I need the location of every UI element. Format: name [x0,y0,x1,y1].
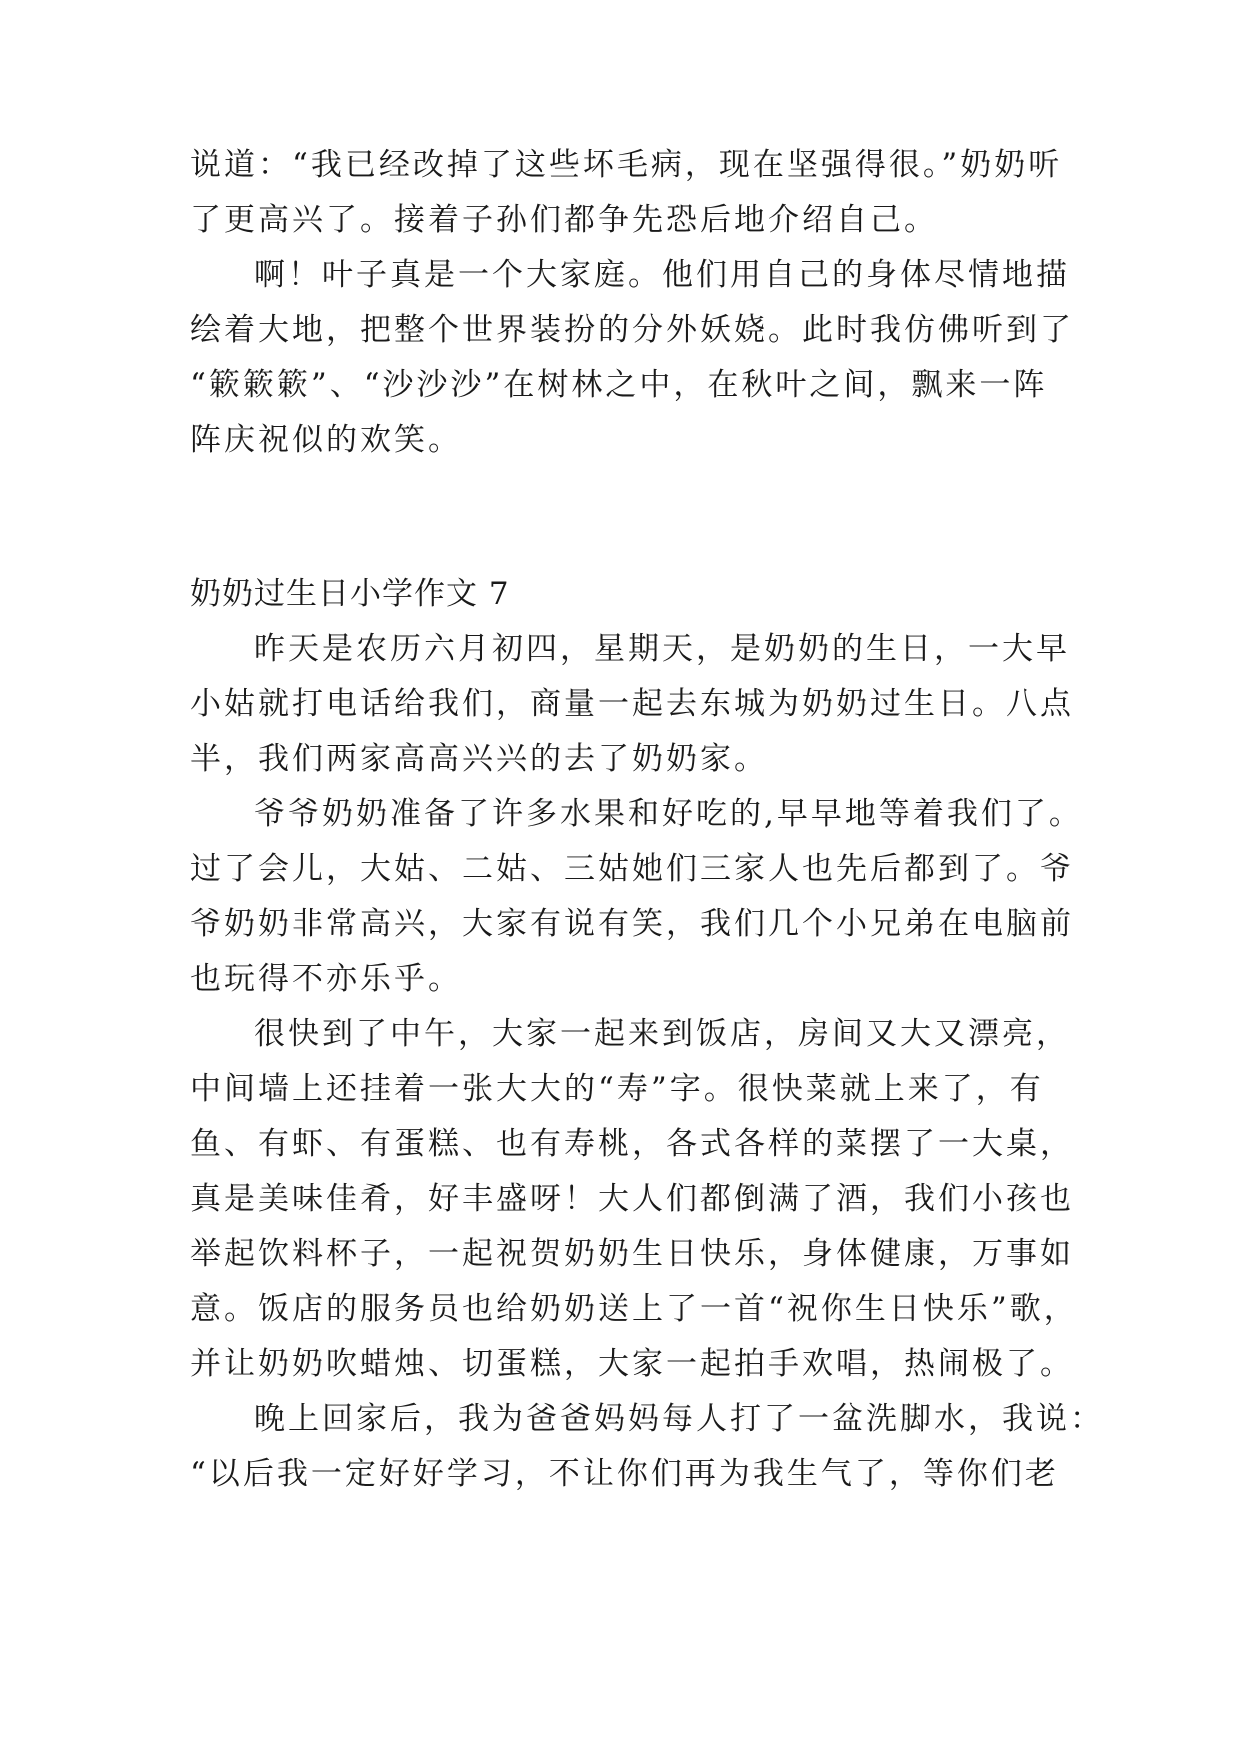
paragraph-first-line: 昨天是农历六月初四，星期天，是奶奶的生日，一大早 [254,631,1070,667]
text-line: 也玩得不亦乐乎。 [190,961,462,997]
paragraph-first-line: 很快到了中午，大家一起来到饭店，房间又大又漂亮， [254,1016,1070,1052]
text-line: “以后我一定好好学习，不让你们再为我生气了，等你们老 [190,1456,1059,1492]
text-line: 鱼、有虾、有蛋糕、也有寿桃，各式各样的菜摆了一大桌， [190,1126,1074,1162]
paragraph-first-line: 爷爷奶奶准备了许多水果和好吃的,早早地等着我们了。 [254,796,1083,832]
text-line: 过了会儿，大姑、二姑、三姑她们三家人也先后都到了。爷 [190,851,1074,887]
text-line: 意。饭店的服务员也给奶奶送上了一首“祝你生日快乐”歌， [190,1291,1078,1327]
text-line: 半，我们两家高高兴兴的去了奶奶家。 [190,741,768,777]
section-title: 奶奶过生日小学作文 7 [190,576,510,612]
paragraph-first-line: 啊！叶子真是一个大家庭。他们用自己的身体尽情地描 [254,257,1070,293]
text-line: 爷奶奶非常高兴，大家有说有笑，我们几个小兄弟在电脑前 [190,906,1074,942]
paragraph-first-line: 晚上回家后，我为爸爸妈妈每人打了一盆洗脚水，我说： [254,1401,1104,1437]
text-line: 真是美味佳肴，好丰盛呀！大人们都倒满了酒，我们小孩也 [190,1181,1074,1217]
text-line: 小姑就打电话给我们，商量一起去东城为奶奶过生日。八点 [190,686,1074,722]
text-line: 绘着大地，把整个世界装扮的分外妖娆。此时我仿佛听到了 [190,312,1074,348]
text-line: 中间墙上还挂着一张大大的“寿”字。很快菜就上来了，有 [190,1071,1044,1107]
text-line: 了更高兴了。接着子孙们都争先恐后地介绍自己。 [190,202,938,238]
text-line: 说道：“我已经改掉了这些坏毛病，现在坚强得很。”奶奶听 [190,147,1063,183]
text-line: “簌簌簌”、“沙沙沙”在树林之中，在秋叶之间，飘来一阵 [190,367,1048,403]
text-line: 并让奶奶吹蜡烛、切蛋糕，大家一起拍手欢唱，热闹极了。 [190,1346,1074,1382]
text-line: 举起饮料杯子，一起祝贺奶奶生日快乐，身体健康，万事如 [190,1236,1074,1272]
text-line: 阵庆祝似的欢笑。 [190,422,462,458]
